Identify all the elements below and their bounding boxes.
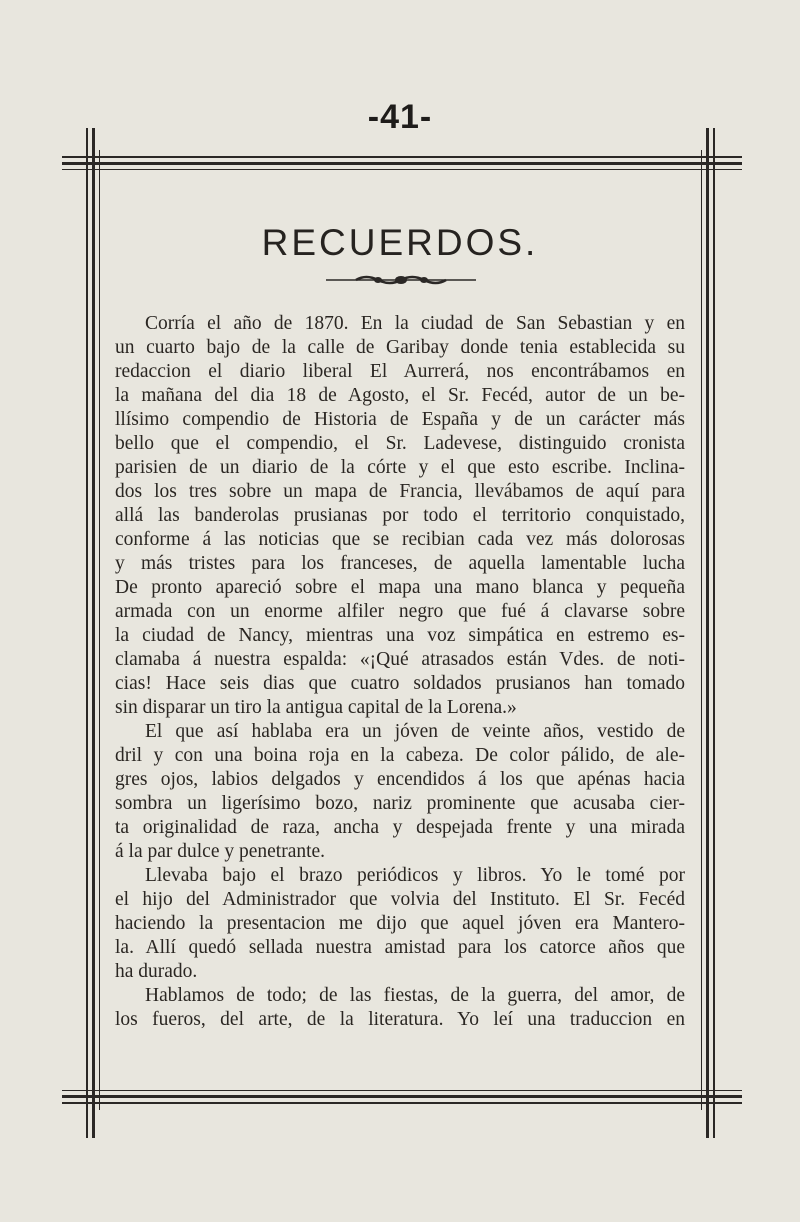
- text-line: allá las banderolas prusianas por todo el territorio conquistado,: [115, 505, 685, 526]
- text-line: gres ojos, labios delgados y encendidos á los que apénas hacia: [115, 769, 685, 790]
- text-line: armada con un enorme alfiler negro que fué á clavarse sobre: [115, 601, 685, 622]
- text-line: dril y con una boina roja en la cabeza. De color pálido, de ale-: [115, 745, 685, 766]
- text-line: Corría el año de 1870. En la ciudad de San Sebastian y en: [145, 313, 685, 334]
- text-line: el hijo del Administrador que volvia del Instituto. El Sr. Fecéd: [115, 889, 685, 910]
- paragraph: [115, 864, 685, 984]
- text-line: la mañana del dia 18 de Agosto, el Sr. Fecéd, autor de un be-: [115, 385, 685, 406]
- text-line: sombra un ligerísimo bozo, nariz prominente que acusaba cier-: [115, 793, 685, 814]
- text-line: y más tristes para los franceses, de aquella lamentable lucha: [115, 553, 685, 574]
- paragraph: [115, 720, 685, 864]
- text-line: la ciudad de Nancy, mientras una voz simpática en estremo es-: [115, 625, 685, 646]
- text-line: sin disparar un tiro la antigua capital de la Lorena.»: [115, 697, 517, 718]
- text-line: dos los tres sobre un mapa de Francia, llevábamos de aquí para: [115, 481, 685, 502]
- text-line: llísimo compendio de Historia de España y de un carácter más: [115, 409, 685, 430]
- body-text: [115, 312, 685, 1032]
- text-line: De pronto apareció sobre el mapa una mano blanca y pequeña: [115, 577, 685, 598]
- text-line: conforme á las noticias que se recibian cada vez más dolorosas: [115, 529, 685, 550]
- text-line: ha durado.: [115, 961, 198, 982]
- text-line: cias! Hace seis dias que cuatro soldados prusianos han tomado: [115, 673, 685, 694]
- page-number: -41-: [367, 98, 433, 136]
- paragraph: [115, 984, 685, 1032]
- text-line: parisien de un diario de la córte y el que esto escribe. Inclina-: [115, 457, 685, 478]
- text-line: Llevaba bajo el brazo periódicos y libros. Yo le tomé por: [145, 865, 685, 886]
- text-line: los fueros, del arte, de la literatura. Yo leí una traduccion en: [115, 1009, 685, 1030]
- text-line: clamaba á nuestra espalda: «¡Qué atrasados están Vdes. de noti-: [115, 649, 685, 670]
- text-line: haciendo la presentacion me dijo que aquel jóven era Mantero-: [115, 913, 685, 934]
- text-line: un cuarto bajo de la calle de Garibay donde tenia establecida su: [115, 337, 685, 358]
- text-line: á la par dulce y penetrante.: [115, 841, 326, 862]
- page-title: RECUERDOS.: [261, 222, 539, 263]
- text-line: la. Allí quedó sellada nuestra amistad para los catorce años que: [115, 937, 685, 958]
- text-line: bello que el compendio, el Sr. Ladevese, distinguido cronista: [115, 433, 685, 454]
- text-line: El que así hablaba era un jóven de veinte años, vestido de: [145, 721, 685, 742]
- paragraph: [115, 312, 685, 720]
- text-line: ta originalidad de raza, ancha y despejada frente y una mirada: [115, 817, 685, 838]
- text-line: redaccion el diario liberal El Aurrerá, nos encontrábamos en: [115, 361, 685, 382]
- ornament-divider: [326, 273, 476, 287]
- text-line: Hablamos de todo; de las fiestas, de la guerra, del amor, de: [145, 985, 685, 1006]
